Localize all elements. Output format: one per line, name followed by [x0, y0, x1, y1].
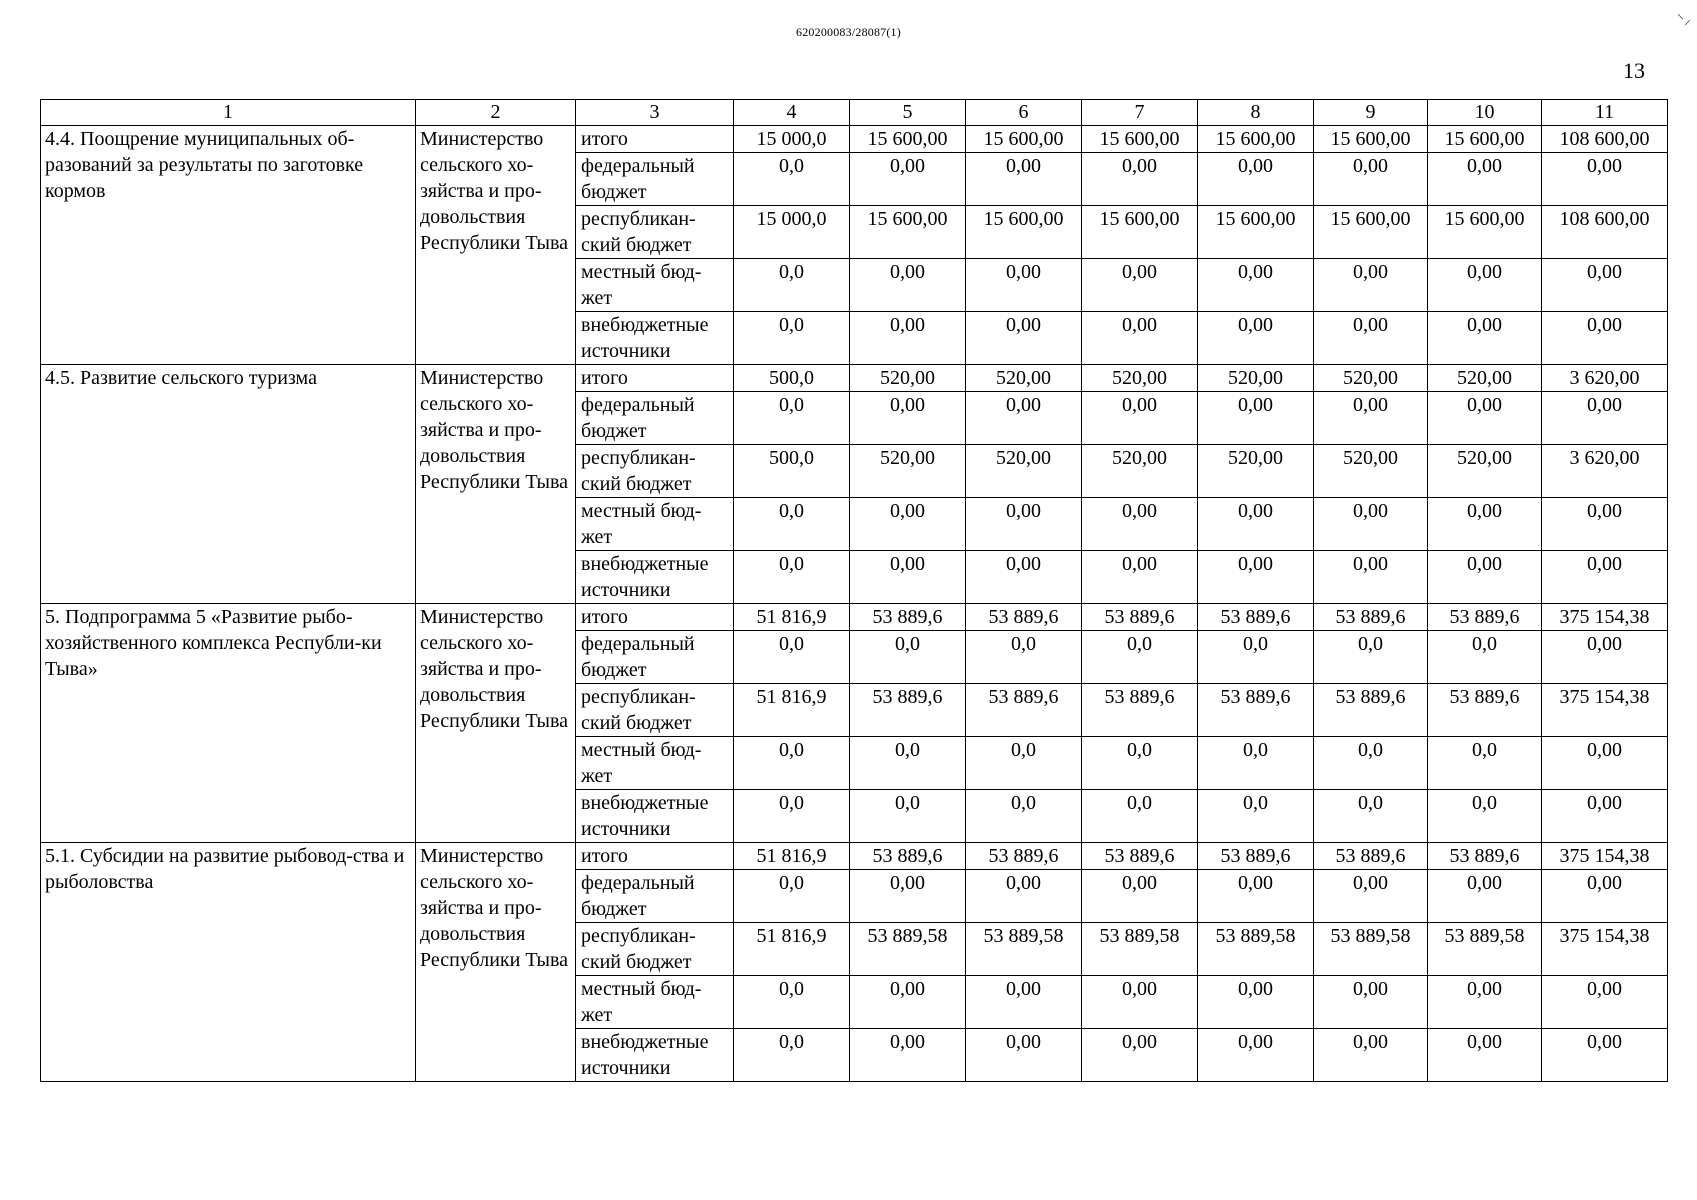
column-number: 8: [1198, 100, 1314, 126]
amount-cell: 15 600,00: [1428, 126, 1542, 153]
column-number: 7: [1082, 100, 1198, 126]
amount-cell: 0,0: [1314, 631, 1428, 684]
amount-cell: 0,00: [1314, 392, 1428, 445]
amount-cell: 0,00: [1198, 392, 1314, 445]
amount-cell: 53 889,6: [1082, 604, 1198, 631]
amount-cell: 15 600,00: [1198, 126, 1314, 153]
amount-cell: 0,00: [1314, 153, 1428, 206]
amount-cell: 15 600,00: [850, 206, 966, 259]
amount-cell: 0,0: [966, 631, 1082, 684]
amount-cell: 108 600,00: [1542, 126, 1668, 153]
amount-cell: 0,00: [1082, 1029, 1198, 1082]
amount-cell: 0,0: [850, 737, 966, 790]
column-number: 11: [1542, 100, 1668, 126]
amount-cell: 0,00: [1198, 312, 1314, 365]
amount-cell: 0,00: [1198, 259, 1314, 312]
amount-cell: 0,0: [734, 1029, 850, 1082]
amount-cell: 0,0: [1428, 631, 1542, 684]
amount-cell: 0,00: [1542, 790, 1668, 843]
amount-cell: 0,0: [1082, 790, 1198, 843]
item-name-cell: 4.5. Развитие сельского туризма: [41, 365, 416, 604]
amount-cell: 0,0: [1428, 790, 1542, 843]
amount-cell: 0,00: [1314, 551, 1428, 604]
amount-cell: 53 889,58: [1198, 923, 1314, 976]
amount-cell: 53 889,58: [850, 923, 966, 976]
amount-cell: 51 816,9: [734, 604, 850, 631]
amount-cell: 0,00: [850, 551, 966, 604]
amount-cell: 0,0: [734, 498, 850, 551]
funding-source-cell: местный бюд-жет: [576, 737, 734, 790]
page-number: 13: [1623, 58, 1645, 83]
amount-cell: 0,00: [1428, 153, 1542, 206]
amount-cell: 53 889,6: [1082, 843, 1198, 870]
amount-cell: 0,00: [1082, 392, 1198, 445]
amount-cell: 0,0: [1314, 737, 1428, 790]
funding-source-cell: республикан-ский бюджет: [576, 206, 734, 259]
amount-cell: 51 816,9: [734, 684, 850, 737]
amount-cell: 0,00: [1428, 392, 1542, 445]
amount-cell: 53 889,6: [1314, 684, 1428, 737]
item-name-cell: 5.1. Субсидии на развитие рыбовод-ства и рыболовства: [41, 843, 416, 1082]
amount-cell: 500,0: [734, 365, 850, 392]
funding-source-cell: внебюджетные источники: [576, 1029, 734, 1082]
amount-cell: 53 889,58: [1314, 923, 1428, 976]
column-number: 3: [576, 100, 734, 126]
amount-cell: 0,00: [1542, 976, 1668, 1029]
amount-cell: 520,00: [1082, 365, 1198, 392]
amount-cell: 0,00: [1082, 259, 1198, 312]
amount-cell: 0,00: [1542, 1029, 1668, 1082]
funding-source-cell: внебюджетные источники: [576, 790, 734, 843]
corner-mark: ⸌⸝: [1677, 13, 1691, 28]
amount-cell: 520,00: [966, 365, 1082, 392]
amount-cell: 520,00: [850, 365, 966, 392]
amount-cell: 53 889,6: [1428, 843, 1542, 870]
amount-cell: 53 889,58: [1428, 923, 1542, 976]
table-row: [41, 843, 1668, 870]
amount-cell: 0,00: [1082, 312, 1198, 365]
amount-cell: 0,0: [734, 312, 850, 365]
funding-source-cell: местный бюд-жет: [576, 259, 734, 312]
amount-cell: 3 620,00: [1542, 365, 1668, 392]
amount-cell: 0,0: [1198, 631, 1314, 684]
amount-cell: 53 889,6: [850, 684, 966, 737]
amount-cell: 0,0: [1198, 790, 1314, 843]
amount-cell: 0,0: [1198, 737, 1314, 790]
budget-table: [40, 99, 1668, 1082]
amount-cell: 0,00: [850, 498, 966, 551]
amount-cell: 0,00: [966, 498, 1082, 551]
amount-cell: 53 889,6: [1082, 684, 1198, 737]
amount-cell: 0,00: [1198, 1029, 1314, 1082]
amount-cell: 0,00: [1314, 312, 1428, 365]
funding-source-cell: итого: [576, 365, 734, 392]
column-number-row: [41, 100, 1668, 126]
amount-cell: 0,00: [1542, 392, 1668, 445]
amount-cell: 0,00: [850, 870, 966, 923]
funding-source-cell: итого: [576, 126, 734, 153]
amount-cell: 0,00: [1542, 259, 1668, 312]
amount-cell: 53 889,6: [850, 604, 966, 631]
amount-cell: 0,00: [1542, 312, 1668, 365]
column-number: 1: [41, 100, 416, 126]
funding-source-cell: внебюджетные источники: [576, 551, 734, 604]
amount-cell: 520,00: [1198, 365, 1314, 392]
funding-source-cell: республикан-ский бюджет: [576, 445, 734, 498]
column-number: 2: [416, 100, 576, 126]
amount-cell: 0,00: [1198, 870, 1314, 923]
amount-cell: 0,0: [734, 153, 850, 206]
amount-cell: 0,00: [1314, 870, 1428, 923]
amount-cell: 15 600,00: [966, 126, 1082, 153]
amount-cell: 0,0: [734, 392, 850, 445]
amount-cell: 0,00: [1314, 259, 1428, 312]
amount-cell: 0,00: [1428, 259, 1542, 312]
amount-cell: 0,0: [966, 737, 1082, 790]
amount-cell: 0,0: [850, 631, 966, 684]
amount-cell: 53 889,6: [966, 604, 1082, 631]
executor-cell: Министерство сельского хо-зяйства и про-довольствия Республики Тыва: [416, 365, 576, 604]
amount-cell: 0,0: [966, 790, 1082, 843]
amount-cell: 0,0: [1082, 737, 1198, 790]
amount-cell: 0,00: [966, 392, 1082, 445]
amount-cell: 0,00: [1428, 312, 1542, 365]
table-row: [41, 126, 1668, 153]
amount-cell: 15 600,00: [966, 206, 1082, 259]
amount-cell: 51 816,9: [734, 923, 850, 976]
amount-cell: 53 889,6: [966, 684, 1082, 737]
amount-cell: 53 889,6: [1314, 843, 1428, 870]
column-number: 4: [734, 100, 850, 126]
amount-cell: 520,00: [1428, 365, 1542, 392]
amount-cell: 0,0: [1428, 737, 1542, 790]
amount-cell: 520,00: [1082, 445, 1198, 498]
amount-cell: 0,00: [1198, 976, 1314, 1029]
amount-cell: 53 889,58: [1082, 923, 1198, 976]
amount-cell: 0,00: [966, 153, 1082, 206]
amount-cell: 520,00: [1428, 445, 1542, 498]
table-row: [41, 365, 1668, 392]
funding-source-cell: республикан-ский бюджет: [576, 684, 734, 737]
amount-cell: 0,00: [850, 153, 966, 206]
amount-cell: 500,0: [734, 445, 850, 498]
column-number: 9: [1314, 100, 1428, 126]
column-number: 6: [966, 100, 1082, 126]
executor-cell: Министерство сельского хо-зяйства и про-довольствия Республики Тыва: [416, 604, 576, 843]
funding-source-cell: местный бюд-жет: [576, 976, 734, 1029]
amount-cell: 0,00: [1198, 153, 1314, 206]
amount-cell: 0,00: [1082, 870, 1198, 923]
amount-cell: 53 889,6: [850, 843, 966, 870]
column-number: 10: [1428, 100, 1542, 126]
amount-cell: 0,00: [1428, 551, 1542, 604]
amount-cell: 53 889,6: [1314, 604, 1428, 631]
amount-cell: 0,0: [734, 631, 850, 684]
amount-cell: 0,00: [1082, 153, 1198, 206]
amount-cell: 0,00: [966, 259, 1082, 312]
amount-cell: 0,00: [1198, 551, 1314, 604]
amount-cell: 0,00: [850, 259, 966, 312]
amount-cell: 375 154,38: [1542, 923, 1668, 976]
amount-cell: 0,0: [1314, 790, 1428, 843]
amount-cell: 520,00: [1314, 445, 1428, 498]
funding-source-cell: итого: [576, 843, 734, 870]
amount-cell: 520,00: [850, 445, 966, 498]
amount-cell: 0,00: [1542, 737, 1668, 790]
amount-cell: 0,00: [850, 392, 966, 445]
amount-cell: 520,00: [966, 445, 1082, 498]
amount-cell: 0,0: [1082, 631, 1198, 684]
amount-cell: 15 600,00: [1314, 126, 1428, 153]
amount-cell: 0,00: [1542, 870, 1668, 923]
table-row: [41, 604, 1668, 631]
amount-cell: 15 600,00: [850, 126, 966, 153]
amount-cell: 51 816,9: [734, 843, 850, 870]
funding-source-cell: местный бюд-жет: [576, 498, 734, 551]
amount-cell: 53 889,6: [1428, 684, 1542, 737]
amount-cell: 0,0: [734, 259, 850, 312]
amount-cell: 0,00: [1542, 498, 1668, 551]
amount-cell: 15 000,0: [734, 206, 850, 259]
amount-cell: 53 889,58: [966, 923, 1082, 976]
amount-cell: 53 889,6: [1198, 604, 1314, 631]
amount-cell: 15 600,00: [1428, 206, 1542, 259]
amount-cell: 0,00: [1314, 1029, 1428, 1082]
amount-cell: 520,00: [1198, 445, 1314, 498]
amount-cell: 0,0: [734, 790, 850, 843]
amount-cell: 0,00: [1428, 870, 1542, 923]
amount-cell: 15 600,00: [1082, 206, 1198, 259]
amount-cell: 0,0: [734, 737, 850, 790]
amount-cell: 53 889,6: [966, 843, 1082, 870]
amount-cell: 3 620,00: [1542, 445, 1668, 498]
amount-cell: 520,00: [1314, 365, 1428, 392]
amount-cell: 0,00: [850, 976, 966, 1029]
amount-cell: 375 154,38: [1542, 843, 1668, 870]
amount-cell: 53 889,6: [1198, 684, 1314, 737]
amount-cell: 15 600,00: [1198, 206, 1314, 259]
amount-cell: 0,00: [1428, 976, 1542, 1029]
amount-cell: 0,0: [850, 790, 966, 843]
document-id: 620200083/28087(1): [796, 25, 901, 39]
amount-cell: 15 600,00: [1082, 126, 1198, 153]
amount-cell: 0,00: [1428, 1029, 1542, 1082]
funding-source-cell: федеральный бюджет: [576, 392, 734, 445]
amount-cell: 108 600,00: [1542, 206, 1668, 259]
funding-source-cell: республикан-ский бюджет: [576, 923, 734, 976]
amount-cell: 0,0: [734, 870, 850, 923]
amount-cell: 53 889,6: [1198, 843, 1314, 870]
amount-cell: 375 154,38: [1542, 604, 1668, 631]
amount-cell: 0,00: [966, 870, 1082, 923]
amount-cell: 0,00: [850, 312, 966, 365]
amount-cell: 0,00: [1542, 551, 1668, 604]
funding-source-cell: итого: [576, 604, 734, 631]
amount-cell: 0,00: [1542, 153, 1668, 206]
amount-cell: 0,0: [734, 976, 850, 1029]
funding-source-cell: внебюджетные источники: [576, 312, 734, 365]
amount-cell: 0,00: [1082, 498, 1198, 551]
executor-cell: Министерство сельского хо-зяйства и про-довольствия Республики Тыва: [416, 843, 576, 1082]
item-name-cell: 4.4. Поощрение муниципальных об-разований за результаты по заготовке кормов: [41, 126, 416, 365]
funding-source-cell: федеральный бюджет: [576, 153, 734, 206]
executor-cell: Министерство сельского хо-зяйства и про-довольствия Республики Тыва: [416, 126, 576, 365]
amount-cell: 375 154,38: [1542, 684, 1668, 737]
amount-cell: 15 000,0: [734, 126, 850, 153]
amount-cell: 0,00: [1314, 498, 1428, 551]
amount-cell: 0,00: [1428, 498, 1542, 551]
amount-cell: 53 889,6: [1428, 604, 1542, 631]
item-name-cell: 5. Подпрограмма 5 «Развитие рыбо-хозяйственного комплекса Республи-ки Тыва»: [41, 604, 416, 843]
amount-cell: 15 600,00: [1314, 206, 1428, 259]
amount-cell: 0,00: [966, 976, 1082, 1029]
amount-cell: 0,00: [850, 1029, 966, 1082]
funding-source-cell: федеральный бюджет: [576, 631, 734, 684]
column-number: 5: [850, 100, 966, 126]
amount-cell: 0,00: [966, 312, 1082, 365]
amount-cell: 0,00: [1082, 976, 1198, 1029]
funding-source-cell: федеральный бюджет: [576, 870, 734, 923]
amount-cell: 0,00: [966, 551, 1082, 604]
amount-cell: 0,00: [1314, 976, 1428, 1029]
amount-cell: 0,00: [966, 1029, 1082, 1082]
amount-cell: 0,00: [1198, 498, 1314, 551]
amount-cell: 0,0: [734, 551, 850, 604]
amount-cell: 0,00: [1542, 631, 1668, 684]
amount-cell: 0,00: [1082, 551, 1198, 604]
